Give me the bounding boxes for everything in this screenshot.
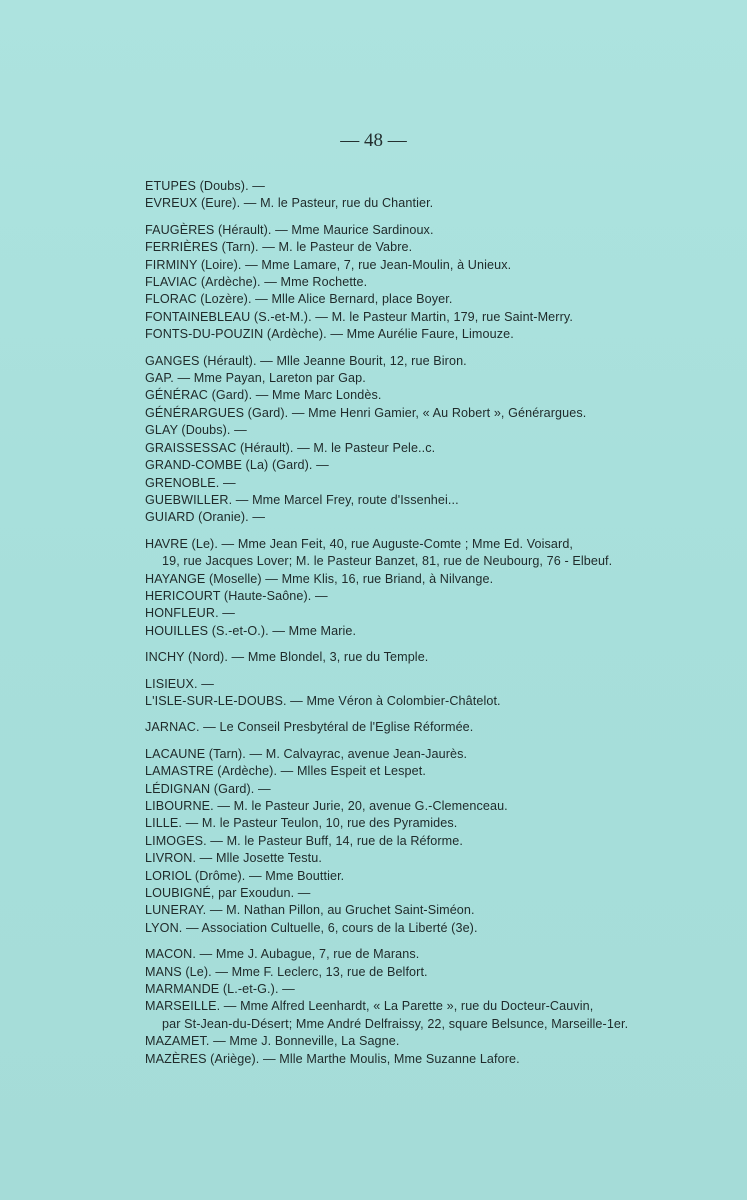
directory-entry bbox=[145, 833, 675, 850]
directory-entry bbox=[145, 920, 675, 937]
directory-entry bbox=[145, 981, 675, 998]
entry-text: LYON. — Association Cultuelle, 6, cours de la Liberté (3e). bbox=[145, 920, 478, 935]
entry-text: EVREUX (Eure). — M. le Pasteur, rue du Chantier. bbox=[145, 196, 434, 211]
entry-text: LACAUNE (Tarn). — M. Calvayrac, avenue Jean-Jaurès. bbox=[145, 746, 468, 761]
directory-entry bbox=[145, 885, 675, 902]
directory-entry bbox=[145, 353, 675, 370]
directory-entry bbox=[145, 291, 675, 308]
page-number: — 48 — bbox=[340, 130, 407, 151]
directory-entry bbox=[145, 457, 675, 474]
letter-group bbox=[145, 353, 675, 527]
letter-group bbox=[145, 536, 675, 640]
directory-entry bbox=[145, 693, 675, 710]
entry-text: GRAISSESSAC (Hérault). — M. le Pasteur Pele..c. bbox=[145, 440, 436, 455]
directory-entry bbox=[145, 763, 675, 780]
entry-text: GÉNÉRAC (Gard). — Mme Marc Londès. bbox=[145, 388, 382, 403]
entry-text: LISIEUX. — bbox=[145, 676, 214, 691]
entry-text: GÉNÉRARGUES (Gard). — Mme Henri Gamier, « Au Robert », Générargues. bbox=[145, 405, 587, 420]
directory-entry bbox=[145, 387, 675, 404]
entry-text: LIVRON. — Mlle Josette Testu. bbox=[145, 851, 322, 866]
entry-text: HOUILLES (S.-et-O.). — Mme Marie. bbox=[145, 623, 357, 638]
entry-text: L'ISLE-SUR-LE-DOUBS. — Mme Véron à Colombier-Châtelot. bbox=[145, 693, 501, 708]
directory-entry bbox=[145, 623, 675, 640]
directory-entry bbox=[145, 1051, 675, 1068]
directory-entry bbox=[145, 605, 675, 622]
directory-list bbox=[145, 178, 675, 1077]
directory-entry bbox=[145, 257, 675, 274]
directory-entry bbox=[145, 964, 675, 981]
directory-entry bbox=[145, 746, 675, 763]
letter-group bbox=[145, 946, 675, 1068]
directory-entry bbox=[145, 571, 675, 588]
entry-text: GAP. — Mme Payan, Lareton par Gap. bbox=[145, 371, 366, 386]
entry-text: GRENOBLE. — bbox=[145, 475, 236, 490]
directory-entry bbox=[145, 1033, 675, 1050]
entry-text: GUIARD (Oranie). — bbox=[145, 510, 266, 525]
entry-text: LAMASTRE (Ardèche). — Mlles Espeit et Lespet. bbox=[145, 764, 426, 779]
entry-text: GLAY (Doubs). — bbox=[145, 423, 247, 438]
directory-entry bbox=[145, 422, 675, 439]
entry-text: MAZAMET. — Mme J. Bonneville, La Sagne. bbox=[145, 1034, 400, 1049]
letter-group bbox=[145, 222, 675, 344]
directory-entry bbox=[145, 719, 675, 736]
entry-text: JARNAC. — Le Conseil Presbytéral de l'Eglise Réformée. bbox=[145, 720, 474, 735]
directory-entry bbox=[145, 902, 675, 919]
entry-text: MACON. — Mme J. Aubague, 7, rue de Marans. bbox=[145, 947, 420, 962]
directory-entry bbox=[145, 509, 675, 526]
entry-text: MARMANDE (L.-et-G.). — bbox=[145, 982, 295, 997]
directory-entry bbox=[145, 798, 675, 815]
entry-text: LILLE. — M. le Pasteur Teulon, 10, rue des Pyramides. bbox=[145, 816, 458, 831]
entry-text: HERICOURT (Haute-Saône). — bbox=[145, 588, 328, 603]
directory-entry bbox=[145, 178, 675, 195]
directory-entry bbox=[145, 850, 675, 867]
directory-entry bbox=[145, 195, 675, 212]
letter-group bbox=[145, 719, 675, 736]
entry-text: FAUGÈRES (Hérault). — Mme Maurice Sardinoux. bbox=[145, 222, 434, 237]
letter-group bbox=[145, 178, 675, 213]
entry-text: FLAVIAC (Ardèche). — Mme Rochette. bbox=[145, 275, 368, 290]
entry-continuation: par St-Jean-du-Désert; Mme André Delfraissy, 22, square Belsunce, Marseille-1er. bbox=[162, 1016, 629, 1031]
entry-text: LIMOGES. — M. le Pasteur Buff, 14, rue de la Réforme. bbox=[145, 833, 463, 848]
entry-text: FERRIÈRES (Tarn). — M. le Pasteur de Vabre. bbox=[145, 240, 413, 255]
directory-entry bbox=[145, 868, 675, 885]
entry-text: MARSEILLE. — Mme Alfred Leenhardt, « La Parette », rue du Docteur-Cauvin, bbox=[145, 999, 594, 1014]
directory-entry bbox=[145, 326, 675, 343]
directory-entry bbox=[145, 309, 675, 326]
directory-entry bbox=[145, 440, 675, 457]
directory-entry bbox=[145, 588, 675, 605]
entry-text: FIRMINY (Loire). — Mme Lamare, 7, rue Jean-Moulin, à Unieux. bbox=[145, 257, 512, 272]
entry-text: HAVRE (Le). — Mme Jean Feit, 40, rue Auguste-Comte ; Mme Ed. Voisard, bbox=[145, 536, 574, 551]
letter-group bbox=[145, 676, 675, 711]
entry-text: LÉDIGNAN (Gard). — bbox=[145, 781, 271, 796]
directory-entry bbox=[145, 946, 675, 963]
entry-text: INCHY (Nord). — Mme Blondel, 3, rue du Temple. bbox=[145, 650, 429, 665]
letter-group bbox=[145, 649, 675, 666]
entry-text: FLORAC (Lozère). — Mlle Alice Bernard, place Boyer. bbox=[145, 292, 453, 307]
directory-entry bbox=[145, 649, 675, 666]
directory-entry bbox=[145, 222, 675, 239]
entry-text: MAZÈRES (Ariège). — Mlle Marthe Moulis, Mme Suzanne Lafore. bbox=[145, 1051, 520, 1066]
entry-text: GANGES (Hérault). — Mlle Jeanne Bourit, 12, rue Biron. bbox=[145, 353, 467, 368]
letter-group bbox=[145, 746, 675, 937]
entry-text: GRAND-COMBE (La) (Gard). — bbox=[145, 458, 329, 473]
entry-text: LORIOL (Drôme). — Mme Bouttier. bbox=[145, 868, 345, 883]
entry-text: FONTAINEBLEAU (S.-et-M.). — M. le Pasteur Martin, 179, rue Saint-Merry. bbox=[145, 309, 573, 324]
entry-continuation: 19, rue Jacques Lover; M. le Pasteur Banzet, 81, rue de Neubourg, 76 - Elbeuf. bbox=[162, 554, 613, 569]
directory-entry bbox=[145, 998, 675, 1033]
entry-text: LUNERAY. — M. Nathan Pillon, au Gruchet Saint-Siméon. bbox=[145, 903, 475, 918]
entry-text: GUEBWILLER. — Mme Marcel Frey, route d'Issenhei... bbox=[145, 492, 459, 507]
entry-text: HAYANGE (Moselle) — Mme Klis, 16, rue Briand, à Nilvange. bbox=[145, 571, 494, 586]
entry-text: FONTS-DU-POUZIN (Ardèche). — Mme Aurélie Faure, Limouze. bbox=[145, 327, 514, 342]
directory-entry bbox=[145, 536, 675, 571]
directory-entry bbox=[145, 475, 675, 492]
directory-entry bbox=[145, 405, 675, 422]
entry-text: HONFLEUR. — bbox=[145, 606, 235, 621]
entry-text: ETUPES (Doubs). — bbox=[145, 179, 265, 193]
directory-entry bbox=[145, 676, 675, 693]
entry-text: LIBOURNE. — M. le Pasteur Jurie, 20, avenue G.-Clemenceau. bbox=[145, 799, 508, 813]
directory-entry bbox=[145, 274, 675, 291]
directory-entry bbox=[145, 492, 675, 509]
entry-text: MANS (Le). — Mme F. Leclerc, 13, rue de Belfort. bbox=[145, 964, 428, 979]
directory-entry bbox=[145, 370, 675, 387]
directory-entry bbox=[145, 239, 675, 256]
entry-text: LOUBIGNÉ, par Exoudun. — bbox=[145, 886, 311, 901]
directory-entry bbox=[145, 781, 675, 798]
directory-entry bbox=[145, 815, 675, 832]
